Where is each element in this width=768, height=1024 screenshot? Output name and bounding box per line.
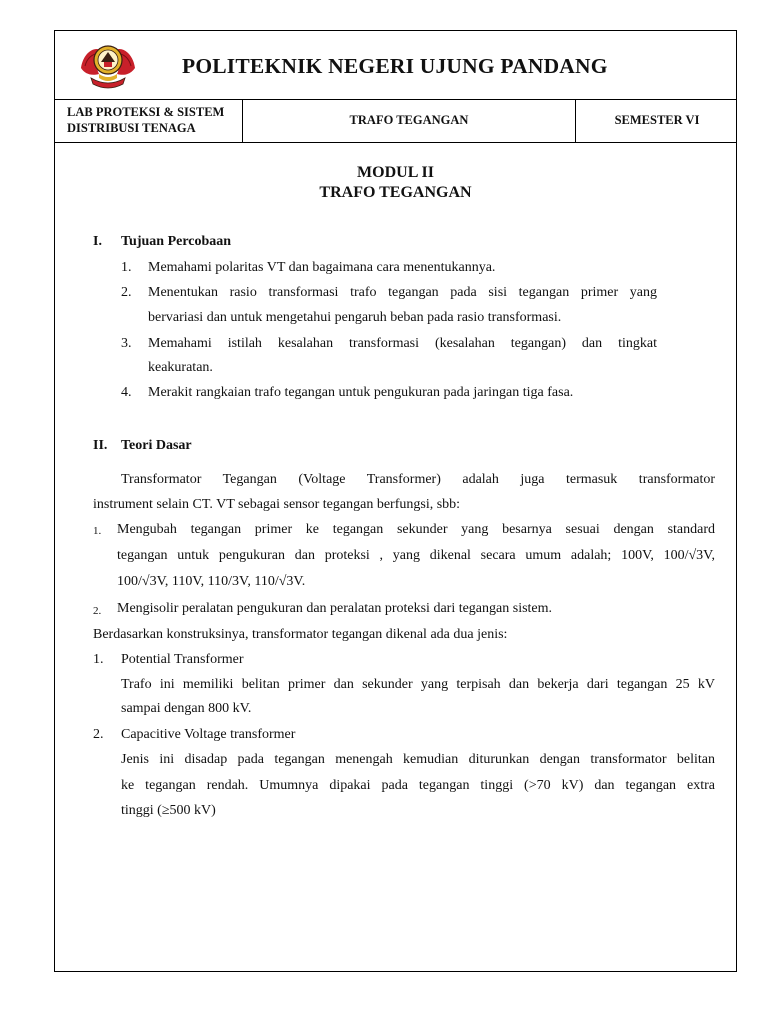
type-number: 1. <box>93 652 104 667</box>
type-description: tinggi (≥500 kV) <box>121 803 216 818</box>
type-description: sampai dengan 800 kV. <box>121 701 252 716</box>
function-number: 1. <box>93 525 102 537</box>
function-text: Mengubah tegangan primer ke tegangan sekunder yang besarnya sesuai dengan standard <box>117 522 715 537</box>
header-info-row <box>55 99 736 143</box>
objective-text: Merakit rangkaian trafo tegangan untuk pengukuran pada jaringan tiga fasa. <box>148 385 574 400</box>
semester-cell: SEMESTER VI <box>614 113 700 127</box>
objective-text: Menentukan rasio transformasi trafo tegangan pada sisi tegangan primer yang <box>148 285 657 300</box>
type-name: Potential Transformer <box>121 652 244 667</box>
objective-text: Memahami istilah kesalahan transformasi (kesalahan tegangan) dan tingkat <box>148 336 657 351</box>
lab-name-line1: LAB PROTEKSI & SISTEM <box>67 105 225 119</box>
type-description: Jenis ini disadap pada tegangan menengah kemudian diturunkan dengan transformator belitan <box>121 752 715 767</box>
module-subtitle: TRAFO TEGANGAN <box>319 184 472 201</box>
type-name: Capacitive Voltage transformer <box>121 727 296 742</box>
lab-name-cell <box>55 99 243 142</box>
section1-number: I. <box>93 234 102 249</box>
section2-heading: Teori Dasar <box>121 438 192 453</box>
objective-number: 1. <box>121 260 132 275</box>
institution-logo <box>77 38 139 94</box>
objective-number: 2. <box>121 285 132 300</box>
objective-text: keakuratan. <box>148 360 213 375</box>
function-number: 2. <box>93 605 102 617</box>
header-row <box>55 31 736 100</box>
theory-paragraph: Transformator Tegangan (Voltage Transformer) adalah juga termasuk transformator <box>121 472 715 487</box>
function-text: tegangan untuk pengukuran dan proteksi , yang dikenal secara umum adalah; 100V, 100/√3V, <box>117 548 715 563</box>
objective-text: bervariasi dan untuk mengetahui pengaruh beban pada rasio transformasi. <box>148 310 562 325</box>
module-title: MODUL II <box>357 164 434 181</box>
section2-number: II. <box>93 438 108 453</box>
objective-number: 3. <box>121 336 132 351</box>
section1-heading: Tujuan Percobaan <box>121 234 232 249</box>
construction-intro: Berdasarkan konstruksinya, transformator tegangan dikenal ada dua jenis: <box>93 627 508 642</box>
type-description: Trafo ini memiliki belitan primer dan sekunder yang terpisah dan bekerja dari tegangan 25 kV <box>121 677 715 692</box>
objective-text: Memahami polaritas VT dan bagaimana cara menentukannya. <box>148 260 496 275</box>
objective-number: 4. <box>121 385 132 400</box>
function-text: 100/√3V, 110V, 110/3V, 110/√3V. <box>117 574 306 589</box>
type-number: 2. <box>93 727 104 742</box>
function-text: Mengisolir peralatan pengukuran dan peralatan proteksi dari tegangan sistem. <box>117 601 553 616</box>
theory-paragraph: instrument selain CT. VT sebagai sensor tegangan berfungsi, sbb: <box>93 497 461 512</box>
institution-name: POLITEKNIK NEGERI UJUNG PANDANG <box>182 54 608 78</box>
lab-name-line2: DISTRIBUSI TENAGA <box>67 121 196 135</box>
course-cell: TRAFO TEGANGAN <box>243 99 576 142</box>
type-description: ke tegangan rendah. Umumnya dipakai pada tegangan tinggi (>70 kV) dan tegangan extra <box>121 778 715 793</box>
